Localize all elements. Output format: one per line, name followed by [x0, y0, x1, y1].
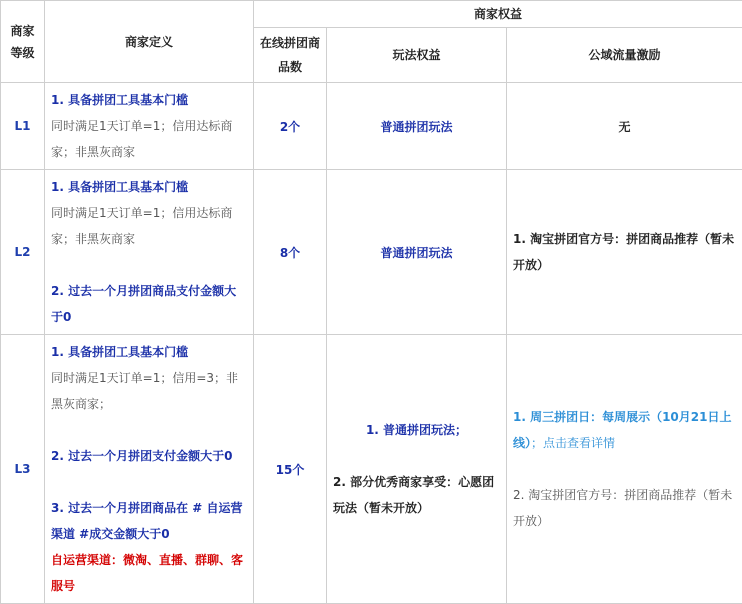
definition-text: 同时满足1天订单=1；信用=3；非黑灰商家； [51, 365, 247, 417]
level-cell: L2 [1, 170, 45, 335]
definition-title: 1. 具备拼团工具基本门槛 [51, 174, 247, 200]
header-online-count [254, 28, 327, 83]
definition-cell [45, 335, 254, 604]
count-cell: 8个 [254, 170, 327, 335]
definition-title: 2. 过去一个月拼团支付金额大于0 [51, 443, 247, 469]
play-cell: 普通拼团玩法 [327, 170, 507, 335]
definition-text: 同时满足1天订单=1；信用达标商家；非黑灰商家 [51, 200, 247, 252]
traffic-item: 2. 淘宝拼团官方号：拼团商品推荐（暂未开放） [513, 482, 736, 534]
definition-title: 1. 具备拼团工具基本门槛 [51, 87, 247, 113]
play-cell: 普通拼团玩法 [327, 83, 507, 170]
traffic-cell: 1. 淘宝拼团官方号：拼团商品推荐（暂未开放） [507, 170, 742, 335]
play-cell [327, 335, 507, 604]
level-cell: L3 [1, 335, 45, 604]
header-level [1, 1, 45, 83]
definition-cell [45, 83, 254, 170]
level-cell: L1 [1, 83, 45, 170]
traffic-cell: 无 [507, 83, 742, 170]
header-online-count-label: 在线拼团商品数 [259, 31, 321, 79]
table-row [1, 335, 742, 604]
definition-title: 1. 具备拼团工具基本门槛 [51, 339, 247, 365]
definition-cell [45, 170, 254, 335]
traffic-item [513, 404, 736, 456]
header-level-label: 商家等级 [8, 20, 38, 64]
header-rights: 商家权益 [254, 1, 742, 28]
header-traffic: 公域流量激励 [507, 28, 742, 83]
header-play-rights: 玩法权益 [327, 28, 507, 83]
view-details-link[interactable]: ；点击查看详情 [531, 436, 615, 450]
traffic-cell [507, 335, 742, 604]
play-item: 2. 部分优秀商家享受：心愿团玩法（暂未开放） [333, 469, 500, 521]
header-definition: 商家定义 [45, 1, 254, 83]
play-item: 1. 普通拼团玩法； [333, 417, 500, 443]
definition-title: 2. 过去一个月拼团商品支付金额大于0 [51, 278, 247, 330]
count-cell: 2个 [254, 83, 327, 170]
wednesday-group-day: 1. 周三拼团日：每周展示（10月21日上线） [513, 410, 732, 450]
definition-title: 3. 过去一个月拼团商品在 # 自运营渠道 #成交金额大于0 [51, 495, 247, 547]
channel-note: 自运营渠道：微淘、直播、群聊、客服号 [51, 547, 247, 599]
definition-text: 同时满足1天订单=1；信用达标商家；非黑灰商家 [51, 113, 247, 165]
count-cell: 15个 [254, 335, 327, 604]
table-row [1, 83, 742, 170]
table-row [1, 170, 742, 335]
